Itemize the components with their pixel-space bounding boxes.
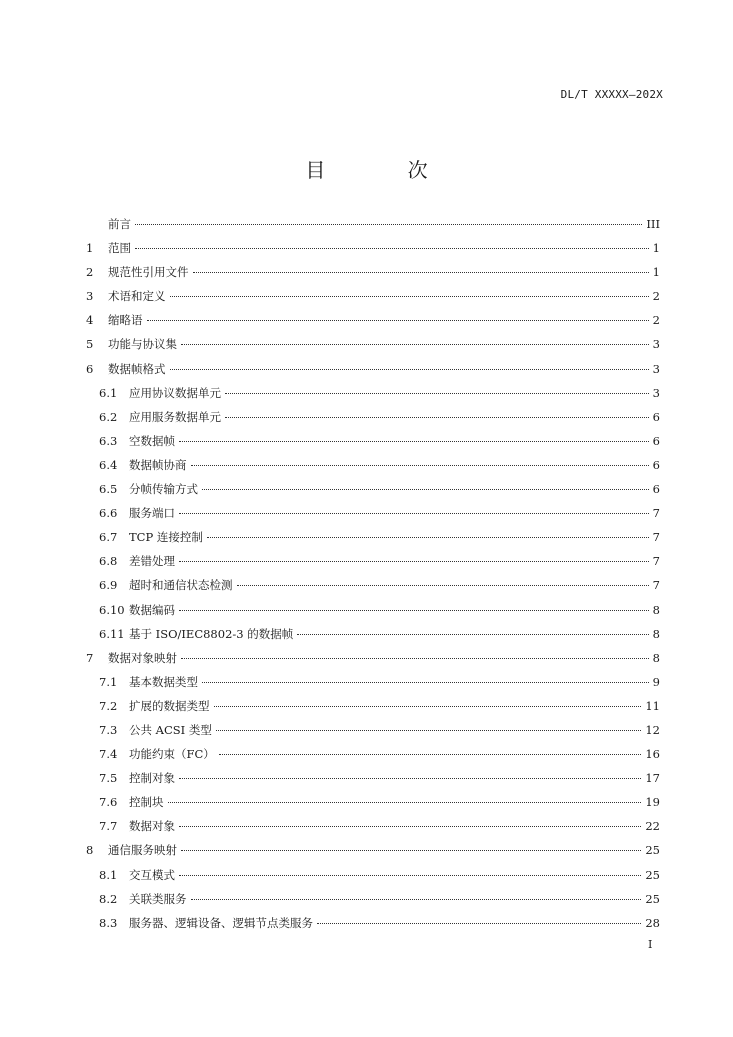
toc-entry-number: 8.1 — [99, 867, 118, 882]
toc-entry-number: 4 — [86, 313, 94, 328]
toc-entry-number: 7.1 — [99, 674, 118, 689]
dot-leader — [219, 754, 642, 755]
toc-entry-label: 功能与协议集 — [108, 337, 177, 352]
toc-entry[interactable] — [86, 838, 660, 862]
toc-entry-number: 7.5 — [99, 771, 118, 786]
dot-leader — [147, 320, 649, 321]
toc-entry[interactable] — [86, 453, 660, 477]
toc-entry-number: 6.9 — [99, 578, 118, 593]
toc-entry[interactable] — [86, 646, 660, 670]
toc-entry-number: 7.3 — [99, 722, 118, 737]
toc-entry-page: 11 — [645, 698, 660, 713]
toc-entry[interactable] — [86, 357, 660, 381]
toc-entry-page: 2 — [652, 289, 660, 304]
dot-leader — [181, 658, 649, 659]
table-of-contents — [86, 212, 660, 935]
toc-entry-label: 控制块 — [129, 795, 164, 810]
toc-entry-number: 6.1 — [99, 385, 118, 400]
dot-leader — [225, 393, 649, 394]
toc-entry-page: 8 — [652, 602, 660, 617]
dot-leader — [237, 585, 649, 586]
dot-leader — [317, 923, 641, 924]
toc-entry-page: 25 — [645, 891, 660, 906]
dot-leader — [170, 296, 649, 297]
toc-entry-page: 2 — [652, 313, 660, 328]
toc-entry-page: 7 — [652, 530, 660, 545]
toc-entry-label: 基于 ISO/IEC8802-3 的数据帧 — [129, 626, 294, 641]
dot-leader — [181, 850, 641, 851]
toc-entry-page: 28 — [645, 915, 660, 930]
toc-entry-label: 前言 — [108, 217, 131, 231]
dot-leader — [179, 826, 641, 827]
dot-leader — [179, 778, 641, 779]
toc-entry[interactable] — [86, 477, 660, 501]
dot-leader — [179, 875, 641, 876]
toc-entry-page: 8 — [652, 626, 660, 641]
toc-entry-page: 3 — [652, 337, 660, 352]
toc-entry-number: 6 — [86, 361, 94, 376]
toc-entry-page: 7 — [652, 554, 660, 569]
toc-entry-label: 差错处理 — [129, 554, 175, 569]
dot-leader — [297, 634, 648, 635]
dot-leader — [179, 441, 649, 442]
toc-entry[interactable] — [86, 887, 660, 911]
document-code: DL/T XXXXX—202X — [560, 88, 663, 101]
toc-entry-page: 3 — [652, 385, 660, 400]
toc-entry-label: 交互模式 — [129, 867, 175, 882]
toc-entry[interactable] — [86, 308, 660, 332]
toc-entry-page: III — [646, 217, 660, 231]
toc-entry[interactable] — [86, 525, 660, 549]
toc-entry-number: 6.6 — [99, 506, 118, 521]
toc-entry-page: 19 — [645, 795, 660, 810]
toc-entry-page: 1 — [652, 241, 660, 256]
toc-entry-number: 5 — [86, 337, 94, 352]
toc-entry-page: 3 — [652, 361, 660, 376]
toc-entry-number: 7.4 — [99, 747, 118, 762]
toc-entry-number: 2 — [86, 265, 94, 280]
toc-entry[interactable] — [86, 766, 660, 790]
toc-entry[interactable] — [86, 501, 660, 525]
toc-entry-page: 6 — [652, 457, 660, 472]
toc-entry-label: 数据编码 — [129, 602, 175, 617]
page-number: I — [648, 938, 653, 951]
toc-entry[interactable] — [86, 236, 660, 260]
dot-leader — [225, 417, 649, 418]
toc-entry-label: 数据帧格式 — [108, 361, 166, 376]
toc-entry-label: 基本数据类型 — [129, 674, 198, 689]
toc-entry-label: 服务器、逻辑设备、逻辑节点类服务 — [129, 915, 313, 930]
toc-entry-page: 17 — [645, 771, 660, 786]
toc-entry-page: 8 — [652, 650, 660, 665]
dot-leader — [202, 682, 649, 683]
toc-entry-label: 数据对象 — [129, 819, 175, 834]
dot-leader — [193, 272, 649, 273]
page-title: 目 次 — [305, 158, 466, 182]
toc-entry[interactable] — [86, 622, 660, 646]
toc-entry-page: 25 — [645, 867, 660, 882]
dot-leader — [202, 489, 649, 490]
toc-entry-page: 1 — [652, 265, 660, 280]
toc-entry-page: 22 — [645, 819, 660, 834]
toc-entry-number: 8.3 — [99, 915, 118, 930]
dot-leader — [135, 224, 642, 225]
toc-entry[interactable] — [86, 429, 660, 453]
dot-leader — [135, 248, 649, 249]
toc-entry-number: 6.5 — [99, 482, 118, 497]
toc-entry-page: 16 — [645, 747, 660, 762]
dot-leader — [181, 344, 649, 345]
toc-entry-number: 6.2 — [99, 409, 118, 424]
toc-entry-number: 1 — [86, 241, 94, 256]
toc-entry[interactable] — [86, 260, 660, 284]
toc-entry[interactable] — [86, 911, 660, 935]
toc-entry-label: 分帧传输方式 — [129, 482, 198, 497]
toc-entry-label: 范围 — [108, 241, 131, 256]
dot-leader — [179, 561, 649, 562]
toc-entry-page: 7 — [652, 506, 660, 521]
toc-entry-label: 关联类服务 — [129, 891, 187, 906]
toc-entry-label: 缩略语 — [108, 313, 143, 328]
toc-entry-page: 6 — [652, 482, 660, 497]
toc-entry-page: 7 — [652, 578, 660, 593]
toc-entry-number: 6.7 — [99, 530, 118, 545]
toc-entry[interactable] — [86, 405, 660, 429]
toc-entry[interactable] — [86, 718, 660, 742]
toc-entry-number: 3 — [86, 289, 94, 304]
toc-entry-page: 12 — [645, 722, 660, 737]
dot-leader — [168, 802, 642, 803]
toc-entry[interactable] — [86, 814, 660, 838]
toc-entry[interactable] — [86, 670, 660, 694]
toc-entry-number: 7 — [86, 650, 94, 665]
toc-entry[interactable] — [86, 332, 660, 356]
toc-entry-label: 应用服务数据单元 — [129, 409, 221, 424]
toc-entry-number: 6.3 — [99, 433, 118, 448]
toc-entry-label: 超时和通信状态检测 — [129, 578, 233, 593]
toc-entry[interactable] — [86, 598, 660, 622]
toc-entry[interactable] — [86, 790, 660, 814]
toc-entry-number: 7.2 — [99, 698, 118, 713]
toc-entry-label: TCP 连接控制 — [129, 530, 203, 545]
toc-entry-label: 应用协议数据单元 — [129, 385, 221, 400]
toc-entry-label: 控制对象 — [129, 771, 175, 786]
toc-entry-label: 扩展的数据类型 — [129, 698, 210, 713]
dot-leader — [214, 706, 642, 707]
toc-entry-label: 通信服务映射 — [108, 843, 177, 858]
toc-entry-page: 25 — [645, 843, 660, 858]
toc-entry[interactable] — [86, 212, 660, 236]
toc-entry-label: 术语和定义 — [108, 289, 166, 304]
dot-leader — [179, 610, 649, 611]
toc-entry[interactable] — [86, 742, 660, 766]
toc-entry-label: 服务端口 — [129, 506, 175, 521]
toc-entry-number: 6.8 — [99, 554, 118, 569]
dot-leader — [179, 513, 649, 514]
toc-entry-label: 数据帧协商 — [129, 457, 187, 472]
toc-entry[interactable] — [86, 284, 660, 308]
toc-entry-label: 规范性引用文件 — [108, 265, 189, 280]
toc-entry-label: 功能约束（FC） — [129, 747, 215, 762]
dot-leader — [191, 899, 642, 900]
toc-entry[interactable] — [86, 549, 660, 573]
toc-entry-number: 6.11 — [99, 626, 125, 641]
toc-entry-number: 8 — [86, 843, 94, 858]
toc-entry-number: 6.4 — [99, 457, 118, 472]
toc-entry-number: 7.7 — [99, 819, 118, 834]
dot-leader — [170, 369, 649, 370]
toc-entry-label: 空数据帧 — [129, 433, 175, 448]
toc-entry-page: 9 — [652, 674, 660, 689]
toc-entry-number: 8.2 — [99, 891, 118, 906]
toc-entry[interactable] — [86, 694, 660, 718]
toc-entry-number: 7.6 — [99, 795, 118, 810]
toc-entry-label: 数据对象映射 — [108, 650, 177, 665]
dot-leader — [216, 730, 642, 731]
toc-entry-page: 6 — [652, 433, 660, 448]
dot-leader — [207, 537, 649, 538]
toc-entry[interactable] — [86, 863, 660, 887]
toc-entry-page: 6 — [652, 409, 660, 424]
toc-entry-label: 公共 ACSI 类型 — [129, 722, 212, 737]
toc-entry[interactable] — [86, 573, 660, 597]
toc-entry[interactable] — [86, 381, 660, 405]
toc-entry-number: 6.10 — [99, 602, 125, 617]
dot-leader — [191, 465, 649, 466]
